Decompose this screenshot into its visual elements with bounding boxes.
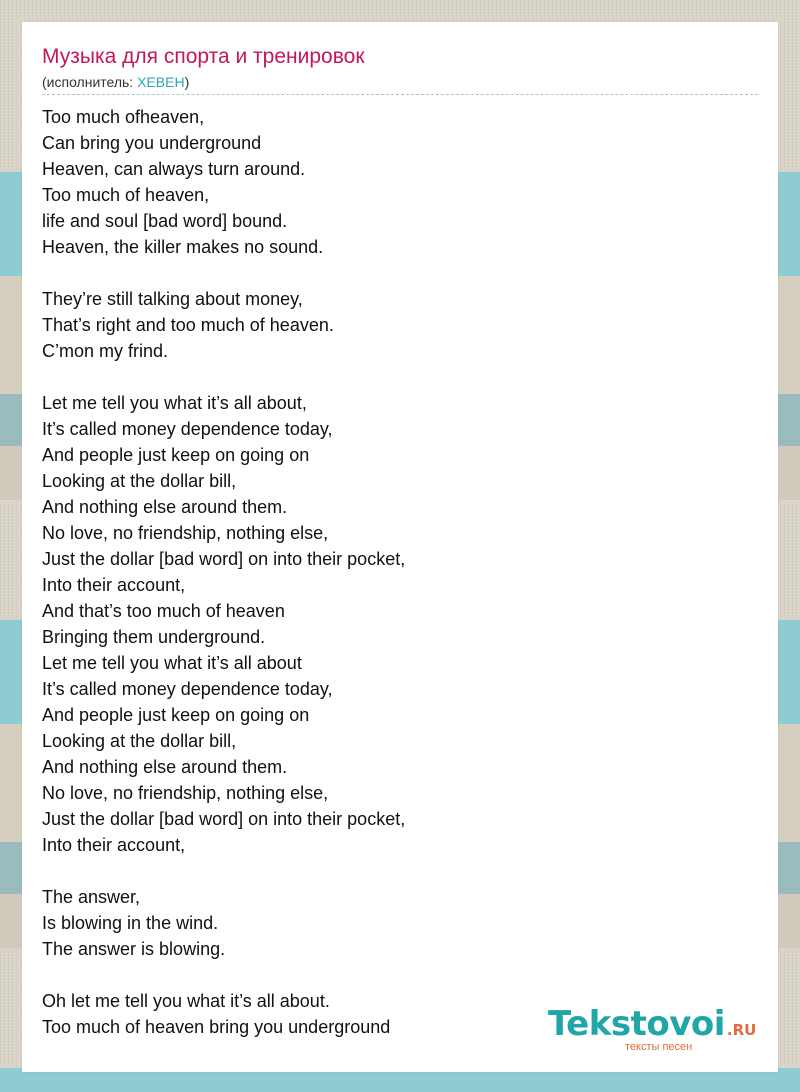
lyric-line: It’s called money dependence today, xyxy=(42,679,333,699)
lyric-line: They’re still talking about money, xyxy=(42,289,303,309)
logo-wordmark: Tekstovoi xyxy=(548,1004,725,1044)
artist-suffix: ) xyxy=(184,74,190,90)
lyric-line: Let me tell you what it’s all about, xyxy=(42,393,307,413)
lyric-line: Just the dollar [bad word] on into their pocket, xyxy=(42,809,406,829)
lyric-line xyxy=(42,260,405,286)
lyric-line: The answer, xyxy=(42,887,141,907)
song-title: Музыка для спорта и тренировок xyxy=(42,45,365,68)
artist-link[interactable]: ХЕВЕН xyxy=(137,74,185,90)
lyric-line xyxy=(42,364,405,390)
lyric-line: Into their account, xyxy=(42,835,186,855)
lyric-line: No love, no friendship, nothing else, xyxy=(42,783,329,803)
title-divider xyxy=(42,94,758,95)
lyric-line: Just the dollar [bad word] on into their pocket, xyxy=(42,549,406,569)
lyric-line: Heaven, the killer makes no sound. xyxy=(42,237,324,257)
lyric-line xyxy=(42,962,405,988)
lyric-line: life and soul [bad word] bound. xyxy=(42,211,288,231)
lyric-line: Too much of heaven, xyxy=(42,185,210,205)
lyric-line: And people just keep on going on xyxy=(42,445,310,465)
lyric-line: That’s right and too much of heaven. xyxy=(42,315,334,335)
lyrics-text xyxy=(42,104,405,1040)
lyric-line: Looking at the dollar bill, xyxy=(42,471,237,491)
lyric-line: Is blowing in the wind. xyxy=(42,913,219,933)
lyric-line: No love, no friendship, nothing else, xyxy=(42,523,329,543)
lyric-line: Let me tell you what it’s all about xyxy=(42,653,302,673)
lyric-line: C’mon my frind. xyxy=(42,341,169,361)
lyric-line: And nothing else around them. xyxy=(42,757,288,777)
lyric-line: Oh let me tell you what it’s all about. xyxy=(42,991,330,1011)
lyric-line: Bringing them underground. xyxy=(42,627,266,647)
lyric-line: And that’s too much of heaven xyxy=(42,601,285,621)
lyric-line: Can bring you underground xyxy=(42,133,262,153)
lyric-line: Looking at the dollar bill, xyxy=(42,731,237,751)
site-logo[interactable] xyxy=(548,1004,757,1053)
lyric-line: Heaven, can always turn around. xyxy=(42,159,306,179)
lyrics-card xyxy=(22,22,778,1072)
logo-tagline: тексты песен xyxy=(625,1041,693,1053)
logo-domain-suffix: .RU xyxy=(726,1021,757,1039)
lyric-line xyxy=(42,858,405,884)
lyric-line: Too much ofheaven, xyxy=(42,107,205,127)
lyric-line: And people just keep on going on xyxy=(42,705,310,725)
artist-line xyxy=(42,73,189,91)
artist-prefix: (исполнитель: xyxy=(42,74,138,90)
lyric-line: Into their account, xyxy=(42,575,186,595)
lyric-line: Too much of heaven bring you underground xyxy=(42,1017,391,1037)
lyric-line: It’s called money dependence today, xyxy=(42,419,333,439)
lyric-line: And nothing else around them. xyxy=(42,497,288,517)
lyric-line: The answer is blowing. xyxy=(42,939,226,959)
